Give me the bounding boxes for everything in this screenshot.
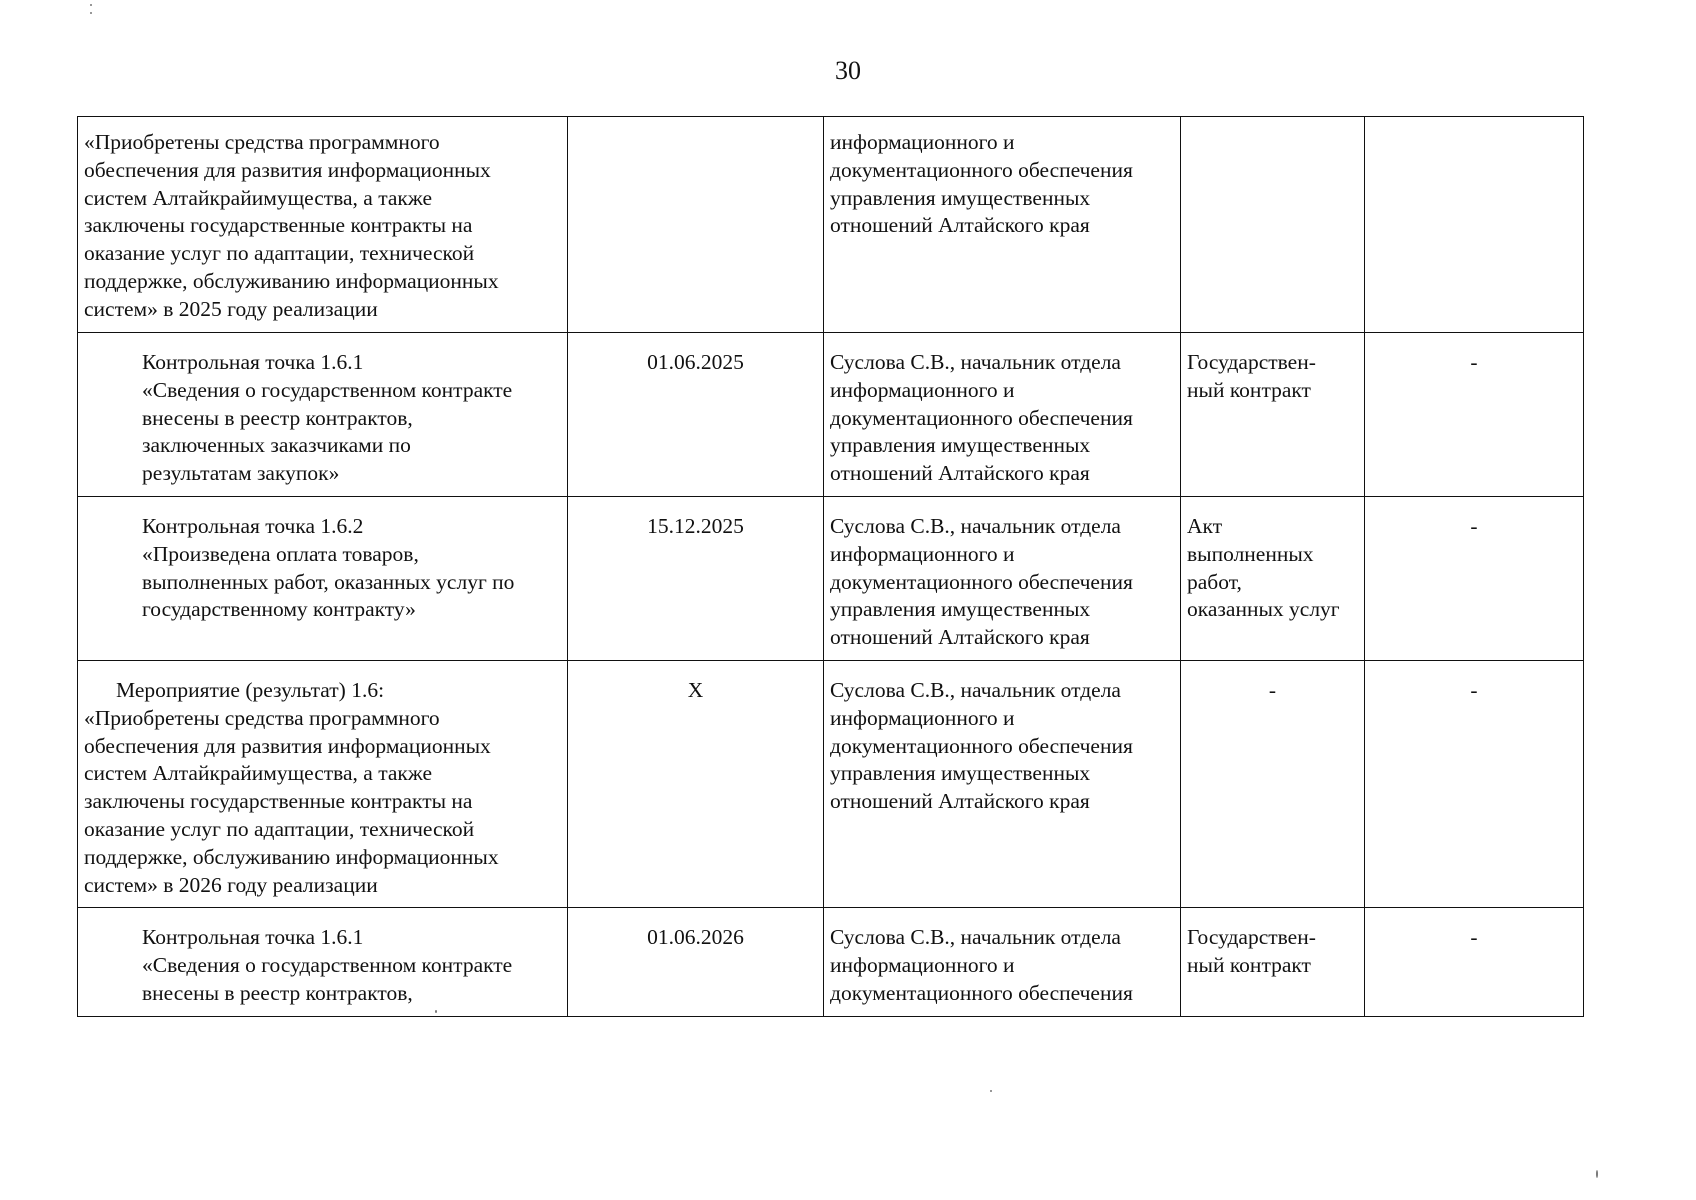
text-line: Контрольная точка 1.6.1 bbox=[142, 350, 364, 374]
text-line: систем Алтайкрайимущества, а также bbox=[84, 761, 432, 786]
text-line: документационного обеспечения bbox=[830, 405, 1133, 430]
text-line: систем Алтайкрайимущества, а также bbox=[84, 185, 432, 210]
table-row bbox=[78, 117, 1584, 333]
text-line: документационного обеспечения bbox=[830, 980, 1133, 1005]
text-line: управления имущественных bbox=[830, 185, 1091, 210]
document-cell: - bbox=[1181, 660, 1365, 907]
text-line: ный контракт bbox=[1187, 953, 1311, 978]
text-line: информационного и bbox=[830, 541, 1015, 566]
table-row bbox=[78, 496, 1584, 660]
responsible-cell bbox=[824, 496, 1181, 660]
text-line: отношений Алтайского края bbox=[830, 213, 1090, 238]
text-line: выполненных bbox=[1187, 541, 1314, 566]
scan-speck bbox=[1596, 1170, 1598, 1178]
text-line: выполненных работ, оказанных услуг по bbox=[142, 569, 515, 594]
scan-speck bbox=[990, 1090, 992, 1092]
text-line: обеспечения для развития информационных bbox=[84, 157, 491, 182]
text-line: заключены государственные контракты на bbox=[84, 789, 473, 814]
document-cell bbox=[1181, 333, 1365, 497]
text-line: оказание услуг по адаптации, технической bbox=[84, 816, 475, 841]
text-line: Контрольная точка 1.6.2 bbox=[142, 513, 364, 538]
control-point-cell bbox=[78, 908, 568, 1016]
text-line: поддержке, обслуживанию информационных bbox=[84, 844, 499, 869]
text-line: «Сведения о государственном контракте bbox=[142, 377, 513, 402]
responsible-cell bbox=[824, 333, 1181, 497]
text-line: внесены в реестр контрактов, bbox=[142, 405, 413, 430]
text-line: систем» в 2026 году реализации bbox=[84, 872, 378, 897]
text-line: информационного и bbox=[830, 953, 1015, 978]
control-point-cell bbox=[78, 333, 568, 497]
text-line: ный контракт bbox=[1187, 377, 1311, 402]
text-line: управления имущественных bbox=[830, 597, 1091, 622]
date-cell: X bbox=[568, 660, 824, 907]
text-line: Контрольная точка 1.6.1 bbox=[142, 925, 364, 950]
responsible-cell bbox=[824, 908, 1181, 1016]
date-cell: 01.06.2026 bbox=[568, 908, 824, 1016]
text-line: информационного и bbox=[830, 377, 1015, 402]
date-cell: 15.12.2025 bbox=[568, 496, 824, 660]
text-line: «Приобретены средства программного bbox=[84, 130, 440, 154]
document-cell bbox=[1181, 496, 1365, 660]
text-line: заключены государственные контракты на bbox=[84, 213, 473, 238]
text-line: отношений Алтайского края bbox=[830, 625, 1090, 650]
note-cell: - bbox=[1365, 660, 1584, 907]
text-line: информационного и bbox=[830, 130, 1015, 154]
text-line: документационного обеспечения bbox=[830, 157, 1133, 182]
scan-speck bbox=[90, 4, 92, 6]
text-line: результатам закупок» bbox=[142, 461, 340, 486]
table-row bbox=[78, 908, 1584, 1016]
table-row bbox=[78, 333, 1584, 497]
date-cell bbox=[568, 117, 824, 333]
text-line: государственному контракту» bbox=[142, 597, 416, 622]
table-row bbox=[78, 660, 1584, 907]
event-name-cell bbox=[78, 117, 568, 333]
date-cell: 01.06.2025 bbox=[568, 333, 824, 497]
text-line: обеспечения для развития информационных bbox=[84, 733, 491, 758]
note-cell: - bbox=[1365, 496, 1584, 660]
page-number: 30 bbox=[835, 56, 861, 85]
text-line: Мероприятие (результат) 1.6: bbox=[116, 677, 385, 702]
text-line: внесены в реестр контрактов, bbox=[142, 980, 413, 1005]
text-line: оказанных услуг bbox=[1187, 597, 1340, 622]
text-line: «Приобретены средства программного bbox=[84, 705, 440, 730]
note-cell: - bbox=[1365, 333, 1584, 497]
text-line: Суслова С.В., начальник отдела bbox=[830, 925, 1121, 950]
text-line: информационного и bbox=[830, 705, 1015, 730]
text-line: «Произведена оплата товаров, bbox=[142, 541, 419, 566]
plan-table bbox=[77, 116, 1584, 1017]
text-line: документационного обеспечения bbox=[830, 569, 1133, 594]
text-line: Государствен- bbox=[1187, 350, 1316, 374]
control-point-cell bbox=[78, 496, 568, 660]
text-line: управления имущественных bbox=[830, 761, 1091, 786]
text-line: Суслова С.В., начальник отдела bbox=[830, 350, 1121, 374]
text-line: отношений Алтайского края bbox=[830, 461, 1090, 486]
text-line: систем» в 2025 году реализации bbox=[84, 296, 378, 321]
text-line: Суслова С.В., начальник отдела bbox=[830, 677, 1121, 702]
scan-speck bbox=[435, 1010, 437, 1013]
responsible-cell bbox=[824, 117, 1181, 333]
text-line: оказание услуг по адаптации, технической bbox=[84, 241, 475, 266]
text-line: Акт bbox=[1187, 513, 1223, 538]
text-line: отношений Алтайского края bbox=[830, 789, 1090, 814]
text-line: Государствен- bbox=[1187, 925, 1316, 950]
note-cell: - bbox=[1365, 908, 1584, 1016]
responsible-cell bbox=[824, 660, 1181, 907]
scan-speck bbox=[90, 12, 92, 14]
event-name-cell bbox=[78, 660, 568, 907]
document-cell bbox=[1181, 908, 1365, 1016]
text-line: поддержке, обслуживанию информационных bbox=[84, 268, 499, 293]
document-cell bbox=[1181, 117, 1365, 333]
text-line: заключенных заказчиками по bbox=[142, 433, 411, 458]
text-line: управления имущественных bbox=[830, 433, 1091, 458]
text-line: «Сведения о государственном контракте bbox=[142, 953, 513, 978]
note-cell bbox=[1365, 117, 1584, 333]
text-line: работ, bbox=[1187, 569, 1242, 594]
text-line: документационного обеспечения bbox=[830, 733, 1133, 758]
text-line: Суслова С.В., начальник отдела bbox=[830, 513, 1121, 538]
